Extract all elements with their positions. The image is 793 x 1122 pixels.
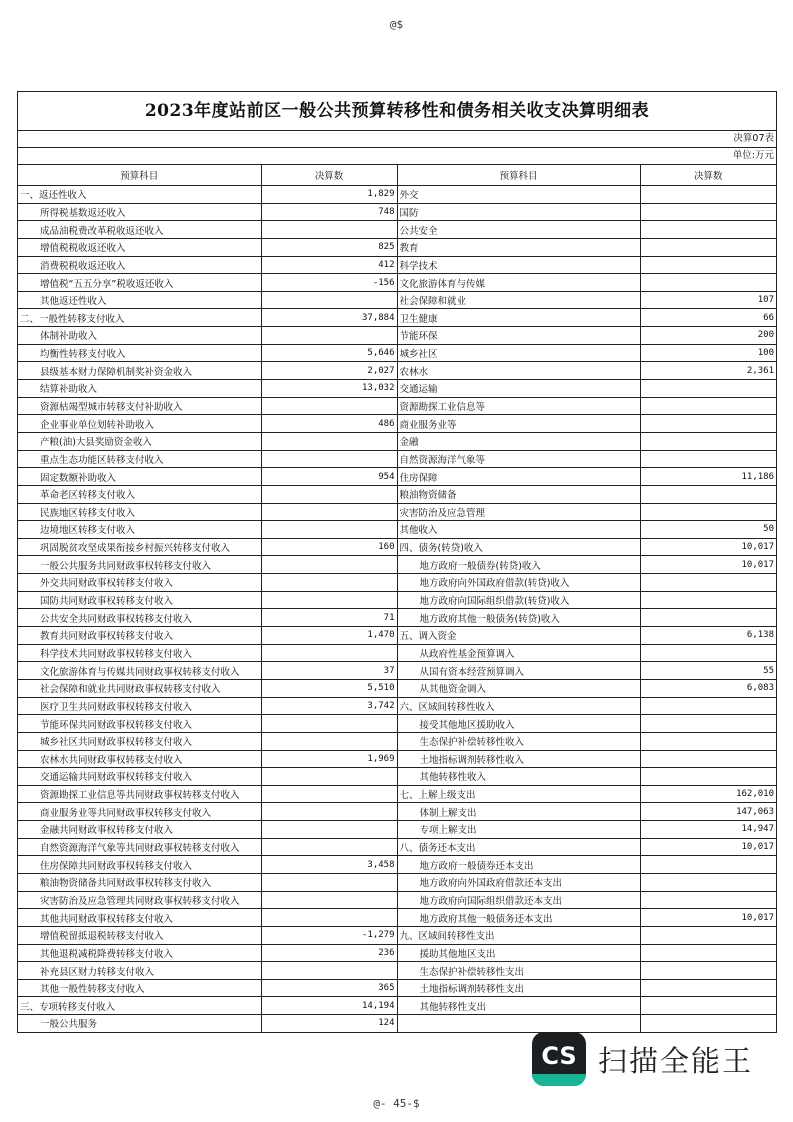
right-amount-cell <box>640 768 776 786</box>
left-subject-cell: 资源勘探工业信息等共同财政事权转移支付收入 <box>18 785 261 803</box>
left-subject-cell: 增值税“五五分享”税收返还收入 <box>18 274 261 292</box>
right-amount-cell: 10,017 <box>640 909 776 927</box>
left-subject-cell: 县级基本财力保障机制奖补资金收入 <box>18 362 261 380</box>
left-amount-cell: 3,742 <box>261 697 397 715</box>
left-subject-cell: 公共安全共同财政事权转移支付收入 <box>18 609 261 627</box>
table-row <box>18 750 776 768</box>
left-amount-cell <box>261 397 397 415</box>
table-row <box>18 380 776 398</box>
left-amount-cell <box>261 450 397 468</box>
right-amount-cell <box>640 274 776 292</box>
left-subject-cell: 商业服务业等共同财政事权转移支付收入 <box>18 803 261 821</box>
camscanner-logo-icon <box>532 1032 586 1086</box>
right-amount-cell <box>640 873 776 891</box>
right-amount-cell <box>640 997 776 1015</box>
left-subject-cell: 二、一般性转移支付收入 <box>18 309 261 327</box>
table-row <box>18 962 776 980</box>
table-row <box>18 274 776 292</box>
table-row <box>18 926 776 944</box>
left-subject-cell: 补充县区财力转移支付收入 <box>18 962 261 980</box>
left-subject-cell: 一、返还性收入 <box>18 186 261 204</box>
left-amount-cell <box>261 838 397 856</box>
left-amount-cell <box>261 221 397 239</box>
right-amount-cell <box>640 1015 776 1033</box>
table-row <box>18 644 776 662</box>
watermark-text: 扫描全能王 <box>598 1043 754 1078</box>
right-subject-cell: 地方政府一般债券(转贷)收入 <box>397 556 640 574</box>
left-subject-cell: 金融共同财政事权转移支付收入 <box>18 821 261 839</box>
right-amount-cell <box>640 591 776 609</box>
right-amount-cell: 66 <box>640 309 776 327</box>
left-amount-cell <box>261 327 397 345</box>
left-subject-cell: 固定数额补助收入 <box>18 468 261 486</box>
left-subject-cell: 节能环保共同财政事权转移支付收入 <box>18 715 261 733</box>
right-subject-cell: 土地指标调剂转移性收入 <box>397 750 640 768</box>
right-amount-cell: 6,083 <box>640 679 776 697</box>
left-subject-cell: 结算补助收入 <box>18 380 261 398</box>
right-amount-cell: 107 <box>640 291 776 309</box>
table-row <box>18 485 776 503</box>
right-amount-cell: 162,010 <box>640 785 776 803</box>
left-subject-cell: 边境地区转移支付收入 <box>18 521 261 539</box>
table-row <box>18 591 776 609</box>
left-subject-cell: 企业事业单位划转补助收入 <box>18 415 261 433</box>
right-subject-cell: 四、债务(转贷)收入 <box>397 538 640 556</box>
left-amount-cell: 236 <box>261 944 397 962</box>
right-subject-cell: 城乡社区 <box>397 344 640 362</box>
table-row <box>18 450 776 468</box>
left-amount-cell: 37,884 <box>261 309 397 327</box>
left-amount-cell: 365 <box>261 979 397 997</box>
left-subject-cell: 粮油物资储备共同财政事权转移支付收入 <box>18 873 261 891</box>
table-body <box>18 186 776 1033</box>
right-subject-cell: 交通运输 <box>397 380 640 398</box>
left-subject-cell: 科学技术共同财政事权转移支付收入 <box>18 644 261 662</box>
table-row <box>18 538 776 556</box>
right-subject-cell: 地方政府向国际组织借款(转贷)收入 <box>397 591 640 609</box>
table-row <box>18 503 776 521</box>
right-subject-cell: 八、债务还本支出 <box>397 838 640 856</box>
left-amount-cell <box>261 485 397 503</box>
right-amount-cell <box>640 891 776 909</box>
table-row <box>18 344 776 362</box>
table-row <box>18 979 776 997</box>
left-amount-cell <box>261 432 397 450</box>
table-row <box>18 679 776 697</box>
right-subject-cell: 金融 <box>397 432 640 450</box>
left-subject-cell: 住房保障共同财政事权转移支付收入 <box>18 856 261 874</box>
right-amount-cell <box>640 256 776 274</box>
right-subject-cell: 地方政府向外国政府借款还本支出 <box>397 873 640 891</box>
table-row <box>18 362 776 380</box>
left-amount-cell <box>261 715 397 733</box>
right-subject-cell: 灾害防治及应急管理 <box>397 503 640 521</box>
table-row <box>18 256 776 274</box>
table-row <box>18 221 776 239</box>
left-subject-cell: 社会保障和就业共同财政事权转移支付收入 <box>18 679 261 697</box>
left-subject-cell: 国防共同财政事权转移支付收入 <box>18 591 261 609</box>
right-subject-cell: 援助其他地区支出 <box>397 944 640 962</box>
left-subject-cell: 其他一般性转移支付收入 <box>18 979 261 997</box>
left-subject-cell: 均衡性转移支付收入 <box>18 344 261 362</box>
left-amount-cell: 954 <box>261 468 397 486</box>
right-subject-cell: 从政府性基金预算调入 <box>397 644 640 662</box>
right-subject-cell: 商业服务业等 <box>397 415 640 433</box>
right-subject-cell: 地方政府其他一般债务(转贷)收入 <box>397 609 640 627</box>
left-amount-cell <box>261 591 397 609</box>
right-subject-cell: 专项上解支出 <box>397 821 640 839</box>
table-row <box>18 715 776 733</box>
table-row <box>18 556 776 574</box>
right-amount-cell: 200 <box>640 327 776 345</box>
table-row <box>18 821 776 839</box>
right-amount-cell: 55 <box>640 662 776 680</box>
left-amount-cell: 14,194 <box>261 997 397 1015</box>
right-subject-cell: 国防 <box>397 203 640 221</box>
logo-accent-stripe <box>532 1074 586 1086</box>
right-amount-cell <box>640 732 776 750</box>
table-row <box>18 309 776 327</box>
left-amount-cell <box>261 503 397 521</box>
table-row <box>18 838 776 856</box>
right-amount-cell <box>640 856 776 874</box>
left-subject-cell: 消费税税收返还收入 <box>18 256 261 274</box>
left-subject-cell: 增值税留抵退税转移支付收入 <box>18 926 261 944</box>
right-amount-cell <box>640 485 776 503</box>
left-amount-cell <box>261 556 397 574</box>
right-amount-cell <box>640 397 776 415</box>
table-row <box>18 768 776 786</box>
table-number: 决算07表 <box>18 131 776 148</box>
table-row <box>18 627 776 645</box>
page-title: 2023年度站前区一般公共预算转移性和债务相关收支决算明细表 <box>18 92 776 131</box>
left-amount-cell <box>261 574 397 592</box>
left-subject-cell: 医疗卫生共同财政事权转移支付收入 <box>18 697 261 715</box>
right-amount-cell <box>640 203 776 221</box>
right-amount-cell <box>640 238 776 256</box>
left-amount-cell: 748 <box>261 203 397 221</box>
right-subject-cell: 七、上解上级支出 <box>397 785 640 803</box>
left-subject-cell: 增值税税收返还收入 <box>18 238 261 256</box>
left-subject-cell: 成品油税费改革税收返还收入 <box>18 221 261 239</box>
left-subject-cell: 革命老区转移支付收入 <box>18 485 261 503</box>
table-row <box>18 238 776 256</box>
left-subject-cell: 外交共同财政事权转移支付收入 <box>18 574 261 592</box>
left-subject-cell: 三、专项转移支付收入 <box>18 997 261 1015</box>
right-subject-cell: 粮油物资储备 <box>397 485 640 503</box>
right-subject-cell: 五、调入资金 <box>397 627 640 645</box>
left-subject-cell: 资源枯竭型城市转移支付补助收入 <box>18 397 261 415</box>
left-amount-cell <box>261 732 397 750</box>
left-subject-cell: 教育共同财政事权转移支付收入 <box>18 627 261 645</box>
table-row <box>18 785 776 803</box>
left-amount-cell <box>261 291 397 309</box>
right-amount-cell: 2,361 <box>640 362 776 380</box>
right-amount-cell <box>640 979 776 997</box>
right-amount-cell <box>640 432 776 450</box>
right-subject-cell: 九、区域间转移性支出 <box>397 926 640 944</box>
left-amount-cell: 1,470 <box>261 627 397 645</box>
left-subject-cell: 一般公共服务 <box>18 1015 261 1033</box>
page-footer-mark: @- 45-$ <box>373 1097 420 1110</box>
table-row <box>18 856 776 874</box>
left-subject-cell: 其他共同财政事权转移支付收入 <box>18 909 261 927</box>
right-amount-cell: 11,186 <box>640 468 776 486</box>
left-amount-cell: 3,458 <box>261 856 397 874</box>
table-row <box>18 609 776 627</box>
table-row <box>18 944 776 962</box>
right-subject-cell: 生态保护补偿转移性支出 <box>397 962 640 980</box>
left-amount-cell: 825 <box>261 238 397 256</box>
left-amount-cell: 71 <box>261 609 397 627</box>
left-subject-cell: 所得税基数返还收入 <box>18 203 261 221</box>
detail-table <box>18 165 776 1033</box>
right-subject-cell: 外交 <box>397 186 640 204</box>
left-subject-cell: 文化旅游体育与传媒共同财政事权转移支付收入 <box>18 662 261 680</box>
left-amount-cell: 412 <box>261 256 397 274</box>
budget-table-sheet <box>17 91 777 1033</box>
right-subject-cell: 公共安全 <box>397 221 640 239</box>
table-row <box>18 468 776 486</box>
right-subject-cell: 体制上解支出 <box>397 803 640 821</box>
right-subject-cell: 土地指标调剂转移性支出 <box>397 979 640 997</box>
right-amount-cell: 50 <box>640 521 776 539</box>
left-subject-cell: 民族地区转移支付收入 <box>18 503 261 521</box>
left-subject-cell: 交通运输共同财政事权转移支付收入 <box>18 768 261 786</box>
right-amount-cell <box>640 503 776 521</box>
left-subject-cell: 农林水共同财政事权转移支付收入 <box>18 750 261 768</box>
left-amount-cell <box>261 785 397 803</box>
left-amount-cell: -156 <box>261 274 397 292</box>
right-subject-cell: 从国有资本经营预算调入 <box>397 662 640 680</box>
left-amount-cell: 1,829 <box>261 186 397 204</box>
right-amount-cell: 100 <box>640 344 776 362</box>
right-amount-cell <box>640 697 776 715</box>
right-subject-cell: 从其他资金调入 <box>397 679 640 697</box>
left-amount-cell <box>261 644 397 662</box>
right-subject-cell: 六、区域间转移性收入 <box>397 697 640 715</box>
right-amount-cell <box>640 962 776 980</box>
right-amount-cell <box>640 450 776 468</box>
right-subject-cell: 节能环保 <box>397 327 640 345</box>
right-amount-cell <box>640 574 776 592</box>
left-amount-cell <box>261 962 397 980</box>
table-row <box>18 521 776 539</box>
right-amount-cell <box>640 380 776 398</box>
left-amount-cell: 5,646 <box>261 344 397 362</box>
table-row <box>18 186 776 204</box>
left-amount-cell: 2,027 <box>261 362 397 380</box>
right-subject-cell: 自然资源海洋气象等 <box>397 450 640 468</box>
right-amount-cell <box>640 609 776 627</box>
left-amount-cell: 124 <box>261 1015 397 1033</box>
right-subject-cell: 农林水 <box>397 362 640 380</box>
table-row <box>18 909 776 927</box>
table-header-row <box>18 165 776 186</box>
table-row <box>18 873 776 891</box>
right-amount-cell <box>640 926 776 944</box>
table-row <box>18 662 776 680</box>
left-amount-cell <box>261 873 397 891</box>
left-subject-cell: 体制补助收入 <box>18 327 261 345</box>
table-row <box>18 397 776 415</box>
right-subject-cell: 地方政府其他一般债务还本支出 <box>397 909 640 927</box>
right-amount-cell <box>640 415 776 433</box>
right-amount-cell <box>640 186 776 204</box>
page-header-mark: @$ <box>389 18 404 31</box>
table-row <box>18 1015 776 1033</box>
right-subject-cell: 教育 <box>397 238 640 256</box>
right-amount-cell: 6,138 <box>640 627 776 645</box>
left-amount-cell <box>261 821 397 839</box>
right-subject-cell <box>397 1015 640 1033</box>
table-row <box>18 891 776 909</box>
table-row <box>18 327 776 345</box>
left-amount-cell: 5,510 <box>261 679 397 697</box>
table-row <box>18 732 776 750</box>
right-amount-cell: 10,017 <box>640 556 776 574</box>
column-header-left-subject: 预算科目 <box>18 165 261 186</box>
table-row <box>18 291 776 309</box>
right-amount-cell <box>640 944 776 962</box>
right-subject-cell: 文化旅游体育与传媒 <box>397 274 640 292</box>
right-subject-cell: 接受其他地区援助收入 <box>397 715 640 733</box>
right-subject-cell: 地方政府向外国政府借款(转贷)收入 <box>397 574 640 592</box>
left-subject-cell: 巩固脱贫攻坚成果衔接乡村振兴转移支付收入 <box>18 538 261 556</box>
table-row <box>18 203 776 221</box>
right-subject-cell: 社会保障和就业 <box>397 291 640 309</box>
right-subject-cell: 科学技术 <box>397 256 640 274</box>
left-amount-cell: 37 <box>261 662 397 680</box>
left-subject-cell: 重点生态功能区转移支付收入 <box>18 450 261 468</box>
right-amount-cell <box>640 221 776 239</box>
left-subject-cell: 灾害防治及应急管理共同财政事权转移支付收入 <box>18 891 261 909</box>
left-amount-cell <box>261 768 397 786</box>
right-subject-cell: 地方政府向国际组织借款还本支出 <box>397 891 640 909</box>
column-header-right-subject: 预算科目 <box>397 165 640 186</box>
left-amount-cell: -1,279 <box>261 926 397 944</box>
right-amount-cell: 10,017 <box>640 538 776 556</box>
column-header-left-amount: 决算数 <box>261 165 397 186</box>
right-subject-cell: 其他收入 <box>397 521 640 539</box>
left-subject-cell: 一般公共服务共同财政事权转移支付收入 <box>18 556 261 574</box>
right-subject-cell: 地方政府一般债券还本支出 <box>397 856 640 874</box>
left-subject-cell: 城乡社区共同财政事权转移支付收入 <box>18 732 261 750</box>
column-header-right-amount: 决算数 <box>640 165 776 186</box>
left-amount-cell: 1,969 <box>261 750 397 768</box>
right-amount-cell: 147,063 <box>640 803 776 821</box>
left-amount-cell: 13,032 <box>261 380 397 398</box>
right-amount-cell <box>640 715 776 733</box>
left-amount-cell <box>261 909 397 927</box>
left-amount-cell <box>261 891 397 909</box>
table-row <box>18 574 776 592</box>
table-row <box>18 432 776 450</box>
right-subject-cell: 资源勘探工业信息等 <box>397 397 640 415</box>
right-subject-cell: 卫生健康 <box>397 309 640 327</box>
table-row <box>18 997 776 1015</box>
unit-label: 单位:万元 <box>18 148 776 165</box>
scanner-watermark <box>532 1032 753 1086</box>
left-subject-cell: 产粮(油)大县奖励资金收入 <box>18 432 261 450</box>
table-row <box>18 697 776 715</box>
logo-letters: CS <box>541 1042 577 1070</box>
table-row <box>18 803 776 821</box>
left-amount-cell <box>261 803 397 821</box>
right-subject-cell: 其他转移性收入 <box>397 768 640 786</box>
right-amount-cell: 14,947 <box>640 821 776 839</box>
right-subject-cell: 住房保障 <box>397 468 640 486</box>
left-subject-cell: 自然资源海洋气象等共同财政事权转移支付收入 <box>18 838 261 856</box>
left-subject-cell: 其他退税减税降费转移支付收入 <box>18 944 261 962</box>
right-amount-cell: 10,017 <box>640 838 776 856</box>
left-amount-cell: 486 <box>261 415 397 433</box>
left-amount-cell: 160 <box>261 538 397 556</box>
left-amount-cell <box>261 521 397 539</box>
right-subject-cell: 生态保护补偿转移性收入 <box>397 732 640 750</box>
right-subject-cell: 其他转移性支出 <box>397 997 640 1015</box>
right-amount-cell <box>640 644 776 662</box>
table-row <box>18 415 776 433</box>
left-subject-cell: 其他返还性收入 <box>18 291 261 309</box>
right-amount-cell <box>640 750 776 768</box>
